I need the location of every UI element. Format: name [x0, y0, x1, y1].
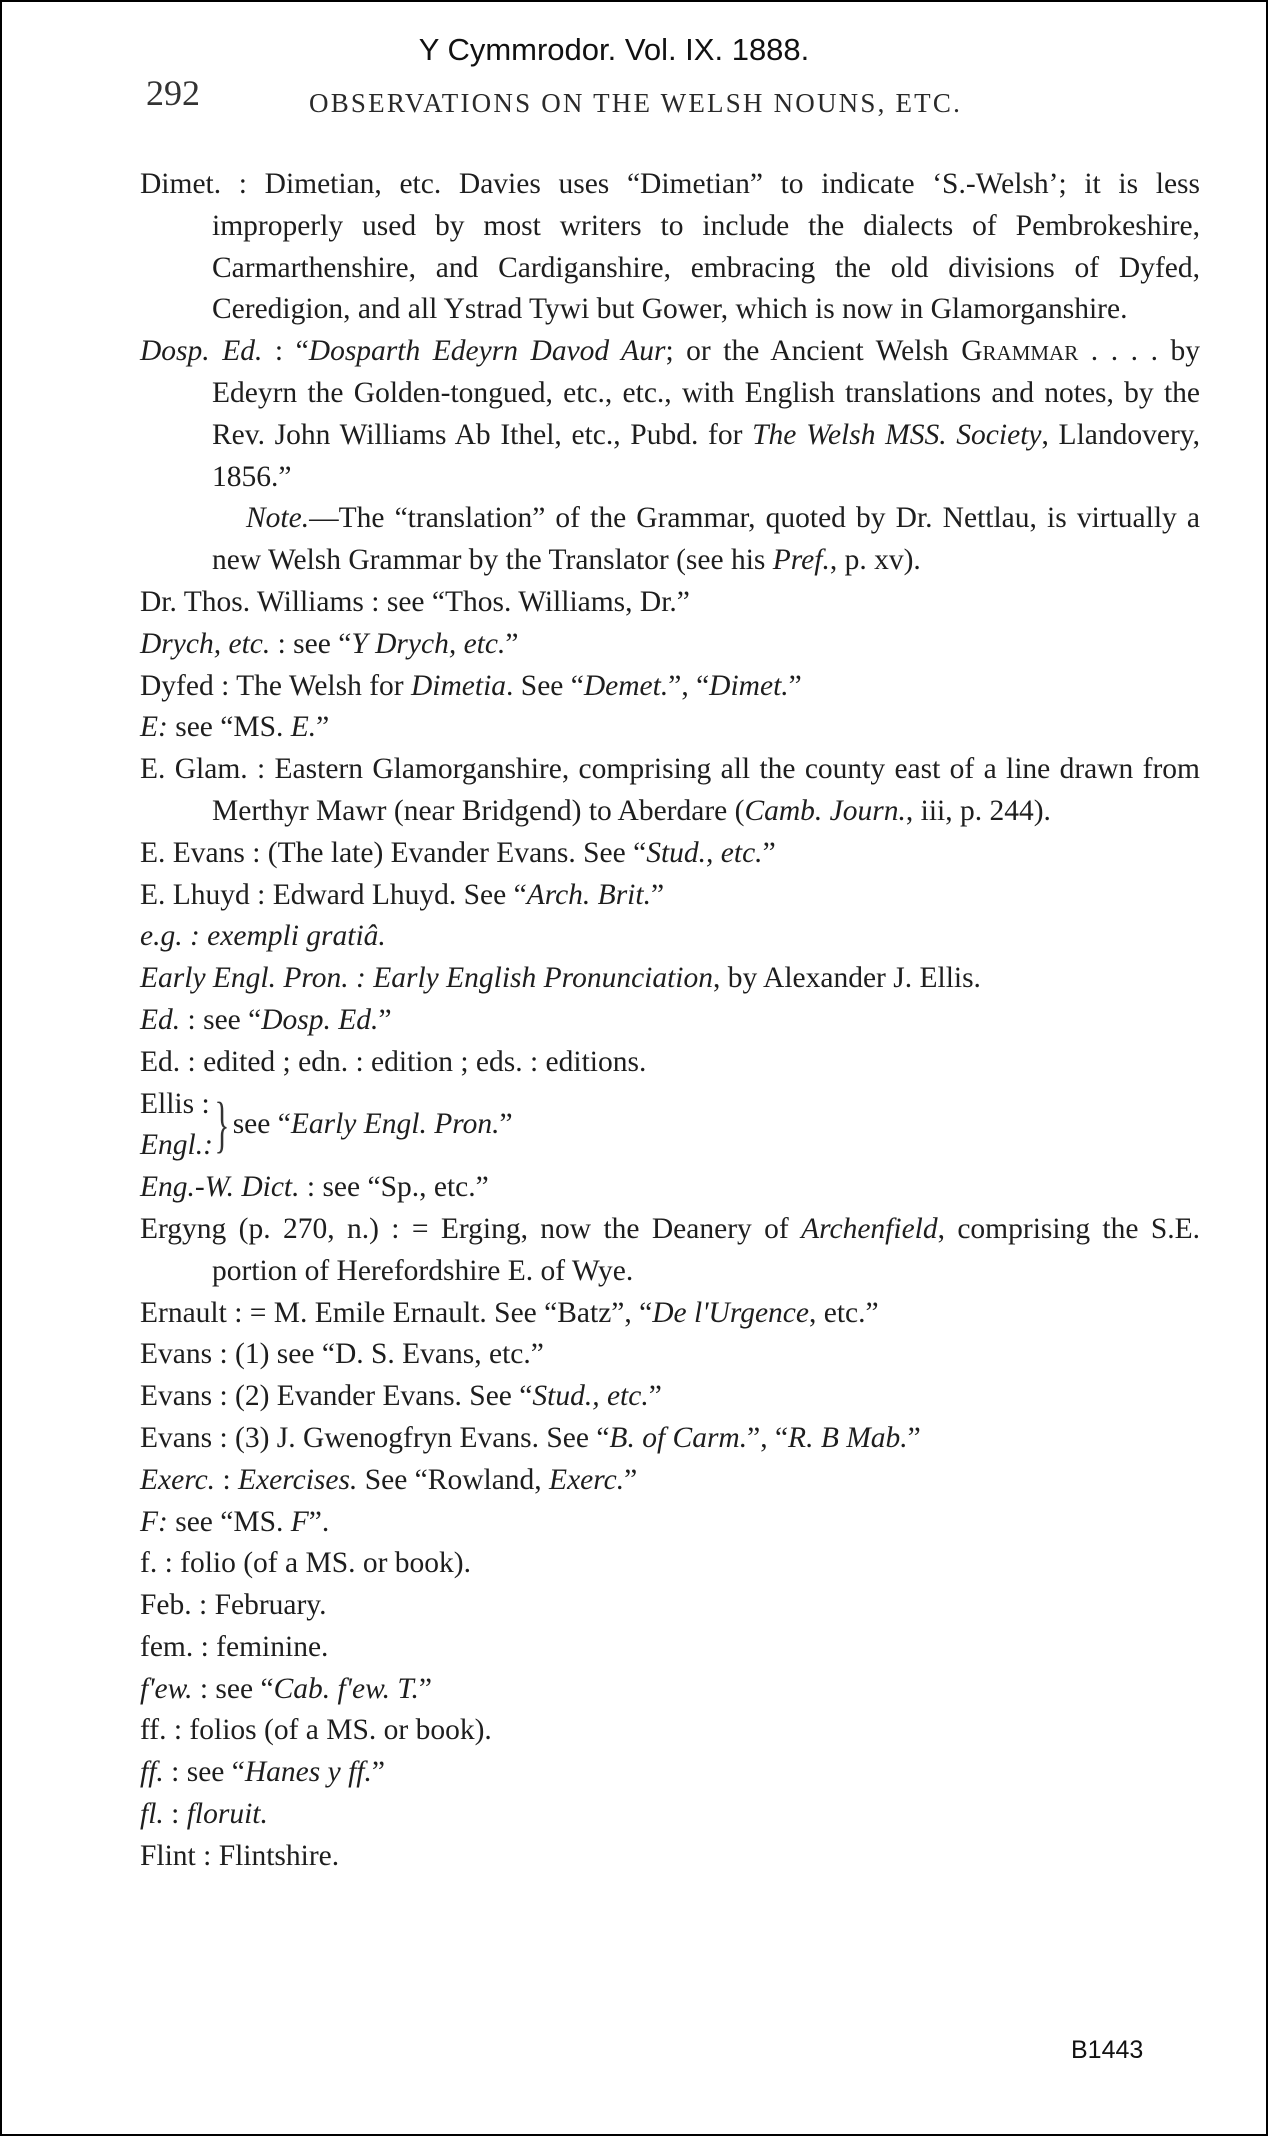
glossary-entry: [140, 1627, 1200, 1669]
glossary-entry: [140, 1334, 1200, 1376]
entry-text: : see “: [192, 1672, 274, 1705]
glossary-entry: [140, 666, 1200, 708]
italic-text: Engl.:: [140, 1129, 213, 1162]
italic-text: Early Engl. Pron. : Early English Pronunciation: [140, 962, 714, 995]
glossary-entry: [140, 1836, 1200, 1878]
entry-text: Ed. : edited ; edn. : edition ; eds. : editions.: [140, 1045, 647, 1078]
entry-text: , comprising the S.E. portion of Herefordshire E. of Wye.: [212, 1212, 1201, 1287]
entry-text: , p. xv).: [829, 544, 921, 577]
italic-text: E:: [140, 711, 168, 744]
small-caps-text: Grammar: [961, 335, 1079, 368]
entry-text: . See “: [506, 669, 584, 702]
glossary-entry: [140, 749, 1200, 833]
entry-text: Ergyng (p. 270, n.) : = Erging, now the Deanery of: [140, 1212, 802, 1245]
glossary-entry: [140, 164, 1200, 331]
glossary-entry: [140, 1376, 1200, 1418]
glossary-entry: [140, 1000, 1200, 1042]
entry-text: ”: [762, 836, 776, 869]
entry-text: see “MS.: [167, 711, 291, 744]
glossary-entry: [140, 1752, 1200, 1794]
italic-text: Dosparth Edeyrn Davod Aur: [308, 335, 666, 368]
glossary-entry: [140, 875, 1200, 917]
italic-text: Camb. Journ.: [744, 794, 906, 827]
italic-text: Y Drych, etc.: [351, 627, 506, 660]
entry-text: : see “: [270, 627, 352, 660]
italic-text: ff.: [140, 1756, 164, 1789]
grouped-term: [140, 1084, 213, 1126]
italic-text: Stud., etc.: [532, 1380, 649, 1413]
entry-text: :: [163, 1798, 187, 1831]
italic-text: Arch. Brit.: [526, 878, 651, 911]
italic-text: f'ew.: [140, 1672, 193, 1705]
entry-text: E. Evans : (The late) Evander Evans. See “: [140, 836, 647, 869]
entry-text: ”: [505, 627, 519, 660]
glossary-entry: [140, 1167, 1200, 1209]
italic-text: Cab. f'ew. T.: [273, 1672, 419, 1705]
entry-text: ”: [418, 1672, 433, 1705]
entry-text: ”, “: [747, 1421, 789, 1454]
entry-text: ”, “: [668, 669, 710, 702]
entry-text: , Llandovery, 1856.”: [212, 418, 1200, 493]
grouped-term: [140, 1125, 213, 1167]
italic-text: Drych, etc.: [140, 627, 271, 660]
italic-text: Exerc.: [549, 1463, 625, 1496]
grouped-definition: [233, 1104, 513, 1146]
italic-text: Hanes y ff.: [244, 1756, 372, 1789]
italic-text: e.g. : exempli gratiâ.: [140, 920, 386, 953]
italic-text: Pref.: [772, 544, 830, 577]
italic-text: Note.: [246, 502, 310, 535]
glossary-entry: [140, 1209, 1200, 1293]
entry-text: ff. : folios (of a MS. or book).: [140, 1714, 492, 1747]
entry-text: fem. : feminine.: [140, 1630, 329, 1663]
entry-text: Flint : Flintshire.: [140, 1839, 340, 1872]
italic-text: Dosp. Ed.: [140, 335, 263, 368]
italic-text: The Welsh MSS. Society: [752, 418, 1042, 451]
italic-text: Archenfield: [801, 1212, 938, 1245]
glossary-entry: [140, 1418, 1200, 1460]
italic-text: F: [290, 1505, 309, 1538]
entry-text: Dimet. : Dimetian, etc. Davies uses “Dimetian” to indicate ‘S.-Welsh’; it is less improperly used by most writers to include the dialects of Pembrokeshire, Carmarthenshire, and Cardiganshire, embracing the old divisions of Dyfed, Ceredigion, and all Ystrad Tywi but Gower, which is now in Glamorganshire.: [140, 168, 1200, 326]
entry-note: [140, 498, 1200, 582]
glossary-entry: [140, 707, 1200, 749]
entry-text: Dyfed : The Welsh for: [140, 669, 411, 702]
entry-text: Evans : (2) Evander Evans. See “: [140, 1380, 533, 1413]
entry-text: E. Glam. : Eastern Glamorganshire, comprising all the county east of a line drawn from Merthyr Mawr (near Bridgend) to Aberdare (: [140, 753, 1200, 827]
italic-text: Demet.: [583, 669, 669, 702]
italic-text: B. of Carm.: [609, 1421, 748, 1454]
entry-text: ; or the Ancient Welsh: [665, 335, 962, 368]
italic-text: Ed.: [140, 1003, 181, 1036]
entry-text: see “: [232, 1108, 291, 1141]
entry-text: ”: [788, 669, 802, 702]
running-title: OBSERVATIONS ON THE WELSH NOUNS, ETC.: [309, 88, 963, 118]
italic-text: Eng.-W. Dict.: [140, 1171, 300, 1204]
brace-symbol: }: [214, 1091, 230, 1160]
glossary-entry: [140, 331, 1200, 498]
italic-text: E.: [290, 711, 317, 744]
entry-text: f. : folio (of a MS. or book).: [140, 1547, 472, 1580]
italic-text: F:: [140, 1505, 168, 1538]
entry-text: . . . . by Edeyrn the Golden-tongued, etc., etc., with English translations and notes, by the Rev. John Williams Ab Ithel, etc., Pubd. for: [212, 335, 1200, 451]
italic-text: Early Engl. Pron.: [290, 1108, 500, 1141]
glossary-entry: [140, 582, 1200, 624]
entry-text: ”.: [308, 1505, 330, 1538]
entry-text: Feb. : February.: [140, 1589, 327, 1622]
glossary-entry-grouped: [140, 1084, 1200, 1168]
entry-text: ”: [316, 711, 330, 744]
page-number: 292: [146, 73, 200, 113]
entry-text: : see “: [163, 1756, 245, 1789]
glossary-entry: [140, 1710, 1200, 1752]
entry-text: ”: [499, 1108, 513, 1141]
entry-text: Ellis :: [140, 1087, 210, 1120]
entry-text: ”: [650, 878, 665, 911]
glossary-entry: [140, 1543, 1200, 1585]
entry-text: See “Rowland,: [357, 1463, 550, 1496]
entry-text: E. Lhuyd : Edward Lhuyd. See “: [140, 878, 527, 911]
entry-text: ”: [907, 1421, 921, 1454]
glossary-entry: [140, 1669, 1200, 1711]
entry-text: ”: [371, 1756, 385, 1789]
glossary-entry: [140, 1042, 1200, 1084]
entry-text: ”: [378, 1003, 392, 1036]
entry-text: , etc.”: [808, 1296, 879, 1329]
entry-text: —The “translation” of the Grammar, quoted by Dr. Nettlau, is virtually a new Welsh Grammar by the Translator (see his: [212, 502, 1200, 577]
entry-text: Dr. Thos. Williams : see “Thos. Williams, Dr.”: [140, 585, 690, 618]
italic-text: floruit.: [186, 1798, 268, 1831]
entry-text: : see “Sp., etc.”: [299, 1171, 489, 1204]
glossary-entry: [140, 1502, 1200, 1544]
italic-text: Dosp. Ed.: [261, 1003, 379, 1036]
glossary-entry: [140, 1293, 1200, 1335]
source-label: Y Cymmrodor. Vol. IX. 1888.: [418, 32, 810, 67]
entry-text: see “MS.: [167, 1505, 291, 1538]
entry-text: ”: [624, 1463, 638, 1496]
document-code: B1443: [1071, 2036, 1144, 2064]
italic-text: De l'Urgence: [652, 1296, 809, 1329]
entry-text: , by Alexander J. Ellis.: [713, 962, 981, 995]
glossary-entries: [140, 164, 1200, 1878]
italic-text: Exerc.: [140, 1463, 216, 1496]
glossary-entry: [140, 624, 1200, 666]
italic-text: fl.: [140, 1798, 164, 1831]
entry-text: Ernault : = M. Emile Ernault. See “Batz”, “: [140, 1296, 653, 1329]
italic-text: Dimetia: [411, 669, 507, 702]
grouped-terms: [140, 1084, 213, 1168]
entry-text: , iii, p. 244).: [905, 794, 1051, 827]
glossary-entry: [140, 1585, 1200, 1627]
entry-text: Evans : (1) see “D. S. Evans, etc.”: [140, 1338, 544, 1371]
italic-text: Stud., etc.: [646, 836, 763, 869]
glossary-entry: [140, 1460, 1200, 1502]
entry-text: ”: [648, 1380, 662, 1413]
entry-text: Evans : (3) J. Gwenogfryn Evans. See “: [140, 1421, 610, 1454]
italic-text: Dimet.: [709, 669, 789, 702]
italic-text: Exercises.: [238, 1463, 358, 1496]
glossary-entry: [140, 958, 1200, 1000]
glossary-entry: [140, 916, 1200, 958]
entry-text: :: [215, 1463, 239, 1496]
entry-text: : “: [262, 335, 309, 368]
entry-text: : see “: [180, 1003, 262, 1036]
glossary-entry: [140, 1794, 1200, 1836]
glossary-entry: [140, 833, 1200, 875]
italic-text: R. B Mab.: [788, 1421, 908, 1454]
